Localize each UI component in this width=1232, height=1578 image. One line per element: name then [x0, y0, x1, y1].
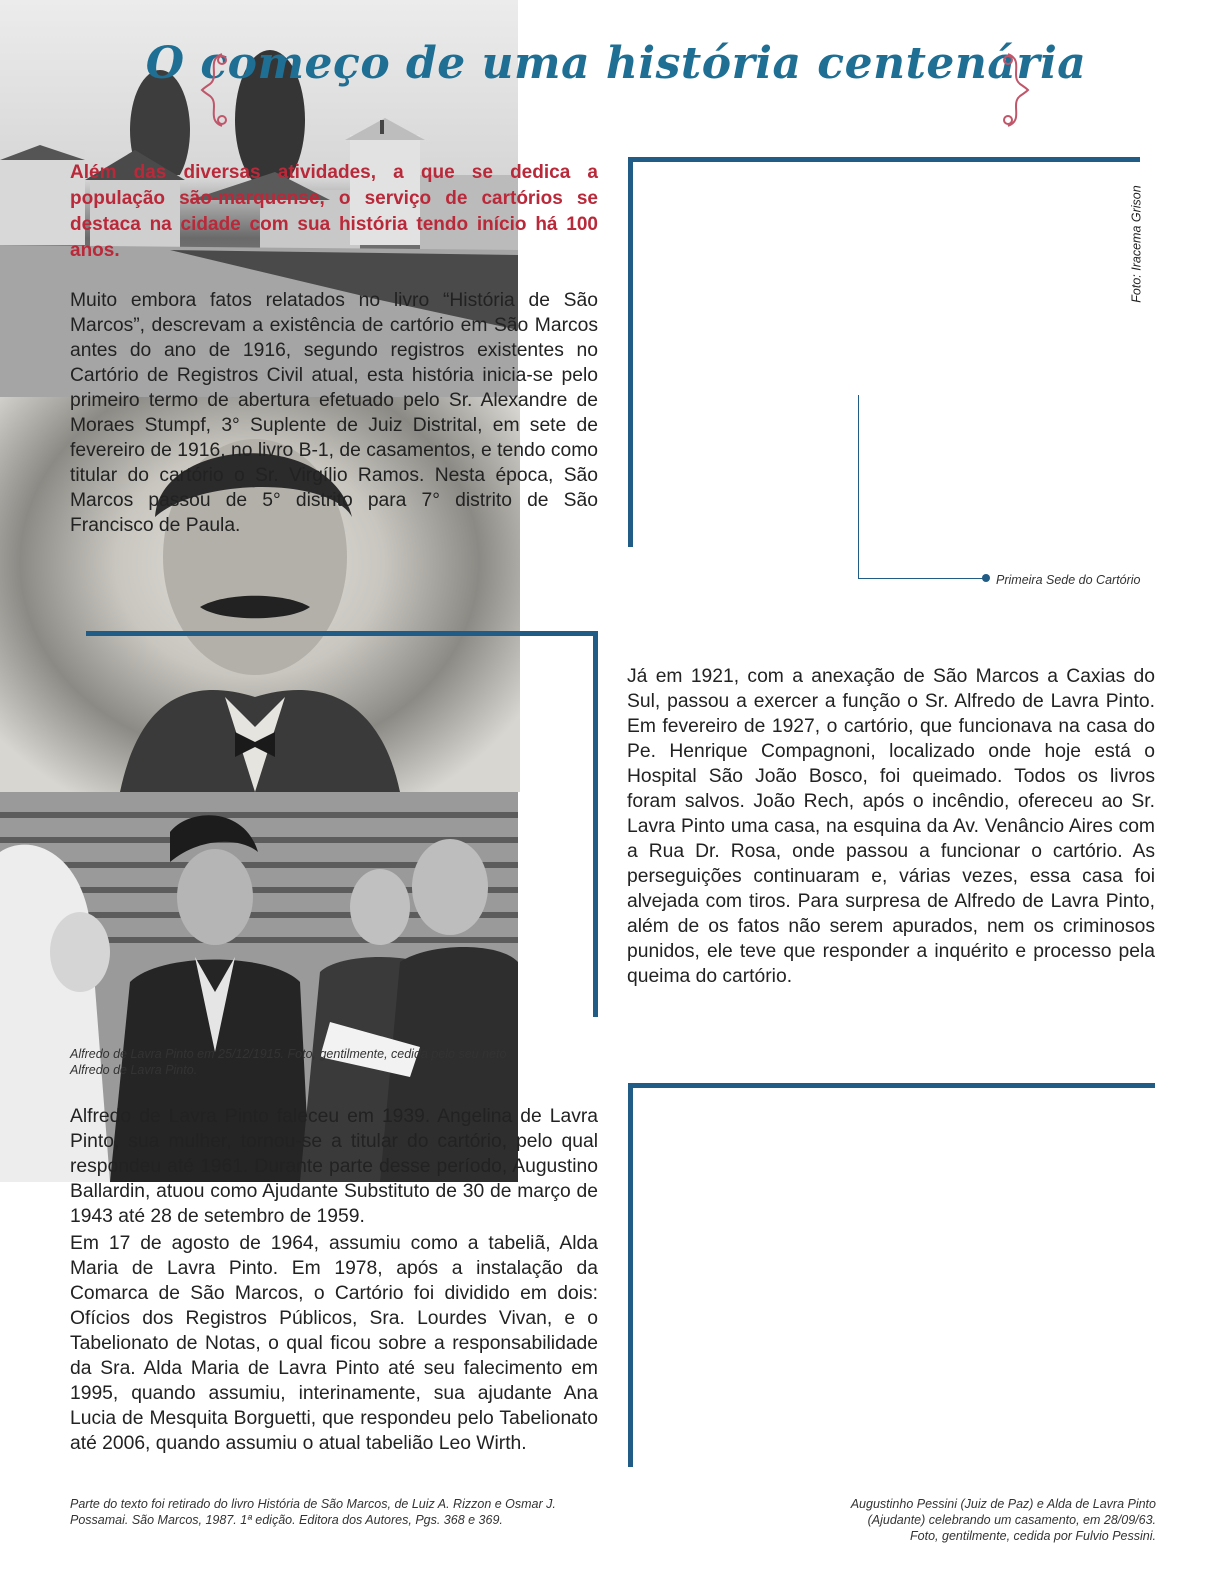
paragraph-2: Já em 1921, com a anexação de São Marcos a Caxias do Sul, passou a exercer a função o Sr. Alfredo de Lavra Pinto. Em fevereiro de 1927, o cartório, que funcionava na casa do Pe. Henrique Compagnoni, localizado onde hoje está o Hospital São João Bosco, foi queimado. Todos os livros foram salvos. João Rech, após o incêndio, ofereceu ao Sr. Lavra Pinto uma casa, na esquina da Av. Venâncio Aires com a Rua Dr. Rosa, onde passou a funcionar o cartório. As perseguições continuaram e, várias vezes, essa casa foi alvejada com tiros. Para surpresa de Alfredo de Lavra Pinto, além de os fatos não serem apurados, nem os criminosos punidos, ele teve que responder a inquérito e processo pela queima do cartório. [627, 666, 1155, 987]
caption-pointer-line-horizontal [858, 578, 986, 579]
paragraph-1: Muito embora fatos relatados no livro “História de São Marcos”, descrevam a existência de cartório em São Marcos antes do ano de 1916, segundo registros existentes no Cartório de Registros Civil atual, esta história inicia-se pelo primeiro termo de abertura efetuado pelo Sr. Alexandre de Moraes Stumpf, 3° Suplente de Juiz Distrital, em sete de fevereiro de 1916, no livro B-1, de casamentos, e tendo como titular do cartório o Sr. Virgílio Ramos. Nesta época, São Marcos passou de 5° distrito para 7° distrito de São Francisco de Paula. [70, 290, 598, 536]
photo2-caption-line-1: Alfredo de Lavra Pinto em 25/12/1915. Foto, gentilmente, cedida pelo seu neto [70, 1047, 507, 1061]
page-title-area [0, 28, 1232, 128]
photo2-caption [70, 1046, 610, 1078]
photo1-caption: Primeira Sede do Cartório [996, 573, 1141, 587]
caption-pointer-dot [982, 574, 990, 582]
intro-text: Além das diversas atividades, a que se dedica a população são-marquense, o serviço de cartórios se destaca na cidade com sua história tendo início há 100 anos. [70, 162, 598, 261]
caption-pointer-line [858, 395, 859, 579]
photo3-caption-line-1: Augustinho Pessini (Juiz de Paz) e Alda de Lavra Pinto [850, 1497, 1156, 1511]
photo3-frame-left [628, 1083, 633, 1467]
photo2-caption-line-2: Alfredo de Lavra Pinto. [70, 1063, 198, 1077]
photo3-caption-line-2: (Ajudante) celebrando um casamento, em 28/09/63. [867, 1513, 1156, 1527]
page-title: O começo de uma história centenária [145, 38, 1087, 89]
flourish-right-icon [1000, 50, 1034, 130]
photo2-frame-right [593, 631, 598, 1017]
source-note-line-2: Possamai. São Marcos, 1987. 1ª edição. Editora dos Autores, Pgs. 368 e 369. [70, 1513, 503, 1527]
source-note [70, 1496, 630, 1528]
flourish-left-icon [196, 50, 230, 130]
paragraph-3: Alfredo de Lavra Pinto faleceu em 1939. Angelina de Lavra Pinto, sua mulher, tornou-se a titular do cartório, pelo qual respondeu até 1961. Durante parte desse período, Augustino Ballardin, atuou como Ajudante Substituto de 30 de março de 1943 até 28 de setembro de 1959. [70, 1106, 598, 1227]
photo3-caption-line-3: Foto, gentilmente, cedida por Fulvio Pessini. [910, 1529, 1156, 1543]
paragraph-4: Em 17 de agosto de 1964, assumiu como a tabeliã, Alda Maria de Lavra Pinto. Em 1978, após a instalação da Comarca de São Marcos, o Cartório foi dividido em dois: Ofícios dos Registros Públicos, Sra. Lourdes Vivan, e o Tabelionato de Notas, o qual ficou sobre a responsabilidade da Sra. Alda Maria de Lavra Pinto até seu falecimento em 1995, quando assumiu, interinamente, sua ajudante Ana Lucia de Mesquita Borguetti, que respondeu pelo Tabelionato até 2006, quando assumiu o atual tabelião Leo Wirth. [70, 1233, 598, 1454]
photo3-caption [760, 1496, 1156, 1544]
source-note-line-1: Parte do texto foi retirado do livro História de São Marcos, de Luiz A. Rizzon e Osmar J. [70, 1497, 556, 1511]
photo1-frame-left [628, 157, 633, 547]
photo1-frame-top [628, 157, 1140, 162]
photo2-frame-top [86, 631, 598, 636]
photo3-frame-top [628, 1083, 1155, 1088]
photo1-credit: Foto: Iracema Grison [1129, 185, 1144, 303]
